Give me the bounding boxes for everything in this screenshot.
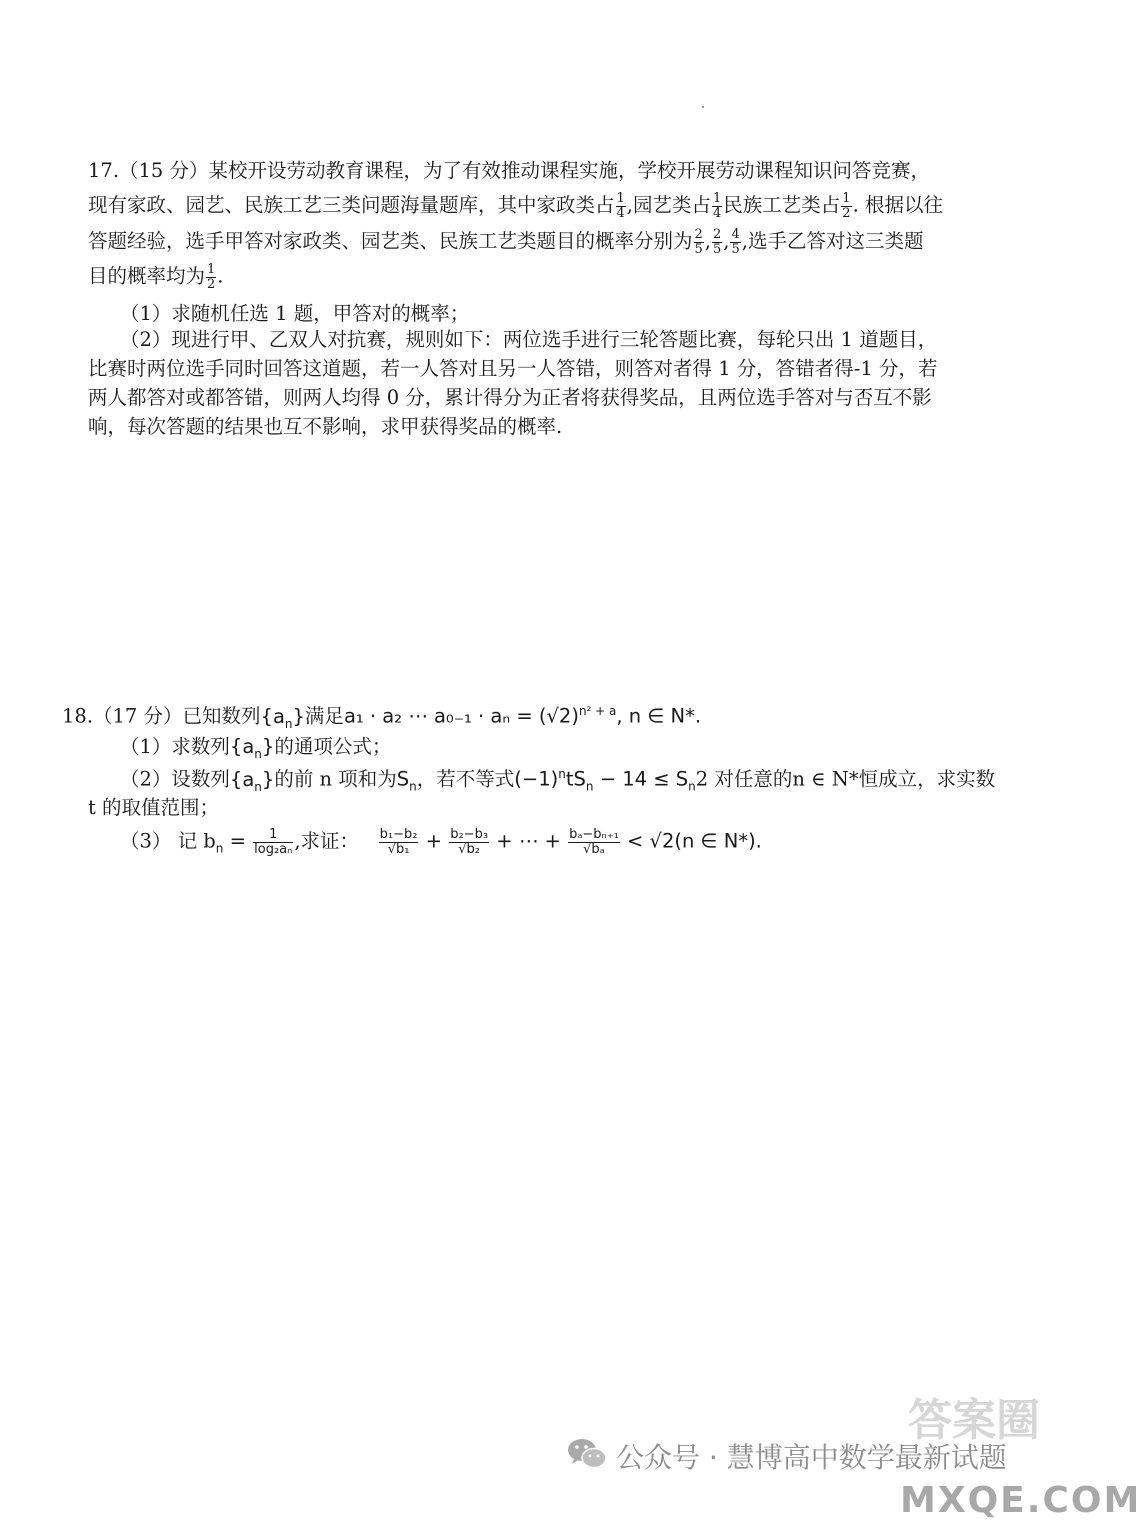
frac-num: 2 <box>694 227 703 242</box>
frac-den: 2 <box>842 205 851 221</box>
q17-part-1: （1）求随机任选 1 题，甲答对的概率； <box>120 302 470 325</box>
frac-num: b₂−b₃ <box>450 827 489 842</box>
q17-text: 民族工艺类占 <box>723 193 841 217</box>
q17-text: . 根据以往 <box>852 193 943 217</box>
sub: n <box>215 841 224 856</box>
q17-part-2-line-3: 两人都答对或都答错，则两人均得 0 分，累计得分为正者将获得奖品，且两位选手答对与否互不影 <box>88 386 932 409</box>
q18-text: 的通项公式； <box>274 735 392 758</box>
q17-line-4 <box>88 263 224 291</box>
fraction-two-fifths <box>694 228 704 256</box>
frac-num: 4 <box>731 227 740 242</box>
q17-line-3: 答题经验，选手甲答对家政类、园艺类、民族工艺类题目的概率分别为 $\frac{2}{5}$ , $\frac{2}{5}$ , $\frac{4}{5}$ ,选手乙答对这三类题 <box>88 227 924 257</box>
q18-part-3 <box>120 828 762 856</box>
q18-text: tS <box>565 767 586 791</box>
q17-text: 现有家政、园艺、民族工艺三类问题海量题库，其中家政类占 <box>88 193 615 217</box>
seq-close: } <box>261 767 275 791</box>
frac-den: 5 <box>694 241 703 257</box>
q18-text: , n ∈ N*. <box>616 704 702 728</box>
frac-den: √bₐ <box>583 841 605 857</box>
q18-text: 2 对任意的n ∈ N*恒成立，求实数 <box>695 767 996 791</box>
wechat-icon <box>566 1436 608 1472</box>
plus: + <box>544 829 568 853</box>
seq-a <box>260 704 305 731</box>
fraction-two-fifths-2 <box>712 228 722 256</box>
q18-part-2-line-2: t 的取值范围； <box>88 796 220 819</box>
plus: + <box>490 829 519 853</box>
frac-num: 2 <box>713 227 722 242</box>
watermark-text: 公众号 · 慧博高中数学最新试题 <box>616 1441 1007 1474</box>
frac-den: √b₁ <box>387 841 410 857</box>
fraction-quarter <box>616 192 626 220</box>
q18-text: 满足 <box>304 704 344 728</box>
q18-text: = <box>223 829 253 853</box>
frac-num: 1 <box>616 191 625 206</box>
logo-mark: 答案圈 <box>908 1395 1040 1446</box>
seq-close: } <box>261 735 275 758</box>
sub: n <box>254 746 262 761</box>
q17-text: 选手乙答对这三类题 <box>747 229 924 253</box>
fraction-b <box>253 828 293 856</box>
q18-text: ，若不等式(−1) <box>416 767 559 791</box>
q17-part-2-line-1: （2）现进行甲、乙双人对抗赛，规则如下：两位选手进行三轮答题比赛，每轮只出 1 道题目， <box>120 328 938 351</box>
frac-num: 1 <box>713 191 722 206</box>
frac-den: √b₂ <box>458 841 481 857</box>
fraction-half <box>841 192 851 220</box>
sup: n <box>558 767 566 781</box>
fraction-half-2 <box>206 263 216 291</box>
frac-den: 5 <box>713 241 722 257</box>
sub: n <box>254 779 262 794</box>
frac-den: log₂aₙ <box>254 841 293 857</box>
q18-text: ,求证： <box>294 829 360 853</box>
q17-text: ,园艺类占 <box>626 193 711 217</box>
seq-open: {a <box>229 767 255 791</box>
seq-a <box>229 767 275 794</box>
frac-num: 1 <box>207 262 216 277</box>
q18-text: （2）设数列 <box>120 767 230 791</box>
less-than-root2: < √2 <box>620 829 675 853</box>
q17-line-1: 17.（15 分）某校开设劳动教育课程，为了有效推动课程实施，学校开展劳动课程知识问答竞赛， <box>88 159 931 182</box>
q17-text: . <box>217 264 224 288</box>
frac-num: b₁−b₂ <box>379 827 418 842</box>
sum-term-2 <box>449 828 489 856</box>
q17-part-2-line-4: 响，每次答题的结果也互不影响，求甲获得奖品的概率. <box>88 415 563 438</box>
stray-dot <box>702 106 704 108</box>
sum-term-1 <box>379 828 419 856</box>
q18-text: （3） 记 b <box>120 829 216 853</box>
q18-text: 的前 n 项和为 <box>274 767 397 791</box>
seq-a <box>229 735 275 761</box>
exponent: n² + a <box>578 704 617 718</box>
fraction-quarter-2 <box>712 192 722 220</box>
sub: n <box>409 779 417 794</box>
site-mark: MXQE.COM <box>900 1480 1141 1521</box>
q17-line-2 <box>88 192 943 220</box>
S: S <box>396 767 410 791</box>
q18-text: （1）求数列 <box>120 735 230 758</box>
product-formula: a₁ · a₂ ⋯ a₀₋₁ · aₙ = (√2) <box>343 704 579 728</box>
frac-num: bₐ−bₙ₊₁ <box>569 827 619 842</box>
frac-den: 5 <box>731 241 740 257</box>
q17-text: 答题经验，选手甲答对家政类、园艺类、民族工艺类题目的概率分别为 <box>88 229 693 253</box>
q18-text: − 14 ≤ S <box>593 767 689 791</box>
fraction-four-fifths <box>730 228 740 256</box>
frac-num: 1 <box>253 828 293 843</box>
frac-den: 2 <box>207 276 216 292</box>
dots: ⋯ <box>518 829 545 853</box>
frac-num: 1 <box>842 191 851 206</box>
seq-open: {a <box>260 704 285 728</box>
sub: n <box>284 716 293 731</box>
q18-line-1 <box>62 705 701 729</box>
q18-text: (n ∈ N*). <box>674 829 762 853</box>
q18-part-2-line-1 <box>120 768 995 792</box>
sub: n <box>688 779 696 794</box>
seq-open: {a <box>229 735 255 758</box>
q18-part-1 <box>120 737 391 760</box>
q17-part-2-line-2: 比赛时两位选手同时回答这道题，若一人答对且另一人答错，则答对者得 1 分，答错者得-1 分，若 <box>88 357 938 380</box>
plus: + <box>419 829 449 853</box>
q17-text: 目的概率均为 <box>88 264 206 288</box>
frac-den: 4 <box>713 205 722 221</box>
seq-close: } <box>292 704 305 728</box>
sum-term-n <box>568 828 620 856</box>
frac-den: 4 <box>616 205 625 221</box>
sub: n <box>585 779 594 794</box>
q18-text: 18.（17 分）已知数列 <box>62 704 261 728</box>
